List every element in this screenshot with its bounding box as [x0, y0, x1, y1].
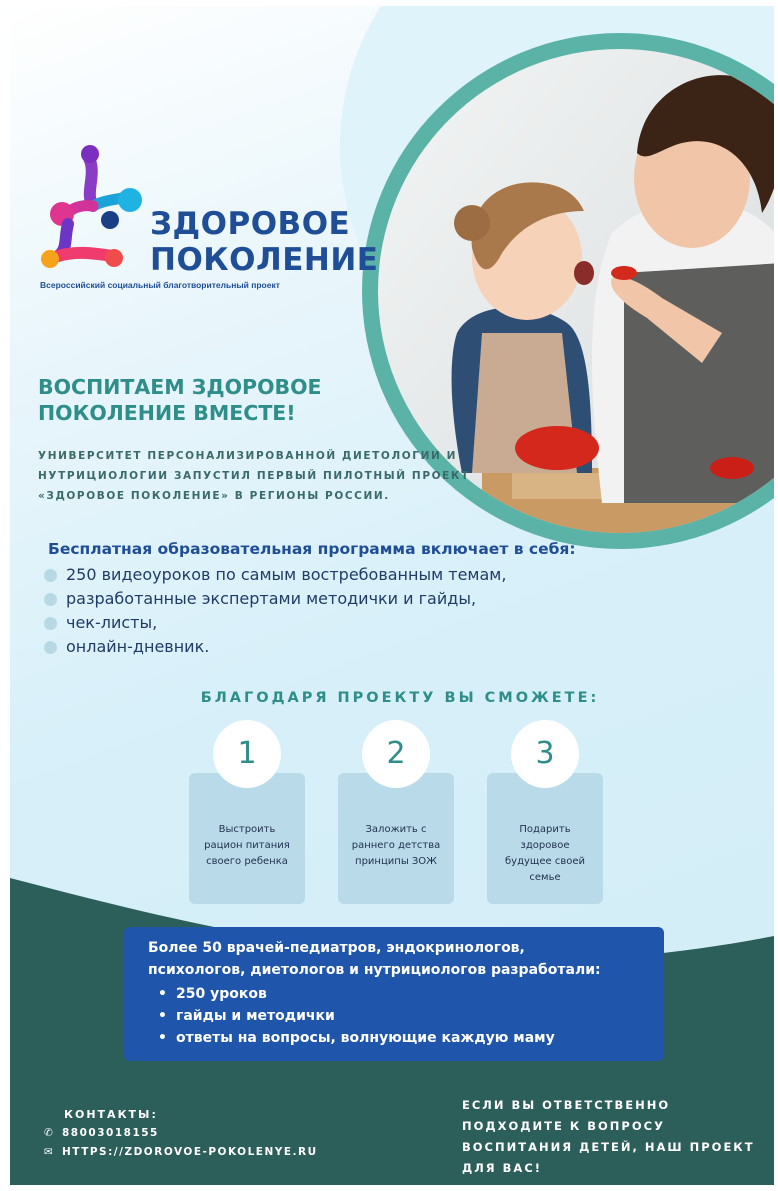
experts-intro [148, 937, 658, 981]
cta-line3: ВОСПИТАНИЯ ДЕТЕЙ, НАШ ПРОЕКТ [462, 1140, 755, 1154]
benefit-number-2: 2 [362, 720, 430, 788]
logo-icon [38, 144, 144, 270]
intro-line3: «ЗДОРОВОЕ ПОКОЛЕНИЕ» В РЕГИОНЫ РОССИИ. [38, 490, 390, 502]
list-item-text: 250 видеоуроков по самым востребованным темам, [66, 565, 507, 584]
benefit-text-line: будущее своей [505, 856, 585, 867]
logo-subtitle: Всероссийский социальный благотворительный проект [40, 280, 280, 290]
red-pepper [515, 426, 599, 470]
benefit-text-line: семье [529, 872, 561, 883]
benefit-text-line: Выстроить [218, 824, 276, 835]
benefit-text-1 [189, 822, 305, 870]
bullet-dot [44, 593, 57, 606]
contacts-title: КОНТАКТЫ: [64, 1108, 158, 1121]
girl-open-mouth [574, 261, 594, 285]
list-item [44, 587, 506, 611]
cta-line2: ПОДХОДИТЕ К ВОПРОСУ [462, 1119, 665, 1133]
list-item-text: разработанные экспертами методички и гайды, [66, 589, 477, 608]
benefit-text-3 [487, 822, 603, 886]
contact-site-row [44, 1146, 318, 1158]
intro-line1: УНИВЕРСИТЕТ ПЕРСОНАЛИЗИРОВАННОЙ ДИЕТОЛОГИИ И [38, 450, 457, 462]
headline [38, 374, 322, 426]
list-item: • ответы на вопросы, волнующие каждую маму [152, 1027, 555, 1049]
benefit-text-line: рацион питания [204, 840, 290, 851]
benefit-text-line: своего ребенка [206, 856, 288, 867]
poster [10, 6, 774, 1185]
logo-title [150, 206, 378, 278]
list-item: • гайды и методички [152, 1005, 555, 1027]
contact-site[interactable]: HTTPS://ZDOROVOE-POKOLENYE.RU [62, 1146, 318, 1158]
headline-line1: ВОСПИТАЕМ ЗДОРОВОЕ [38, 375, 322, 399]
contact-phone: 88003018155 [62, 1127, 159, 1139]
girl-hair-bun [454, 205, 490, 241]
benefit-text-line: Подарить [519, 824, 571, 835]
program-title: Бесплатная образовательная программа включает в себя: [48, 540, 576, 558]
bullet-dot [44, 569, 57, 582]
benefits-title: БЛАГОДАРЯ ПРОЕКТУ ВЫ СМОЖЕТЕ: [200, 690, 600, 706]
tomato-slice [611, 266, 637, 280]
benefit-number-1: 1 [213, 720, 281, 788]
list-item: • 250 уроков [152, 983, 555, 1005]
benefit-text-line: здоровое [520, 840, 570, 851]
phone-icon: ✆ [44, 1127, 55, 1139]
benefit-text-line: Заложить с [365, 824, 427, 835]
list-item [44, 563, 506, 587]
list-item [44, 635, 506, 659]
benefit-number-3: 3 [511, 720, 579, 788]
list-item-text: чек-листы, [66, 613, 158, 632]
intro-line2: НУТРИЦИОЛОГИИ ЗАПУСТИЛ ПЕРВЫЙ ПИЛОТНЫЙ ПРОЕКТ [38, 470, 470, 482]
mail-icon: ✉ [44, 1146, 55, 1158]
experts-box [124, 927, 664, 1061]
benefit-text-line: принципы ЗОЖ [355, 856, 437, 867]
experts-intro-line2: психологов, диетологов и нутрициологов разработали: [148, 962, 601, 978]
experts-intro-line1: Более 50 врачей-педиатров, эндокринологов, [148, 940, 525, 956]
cta-line4: ДЛЯ ВАС! [462, 1161, 543, 1175]
logo-title-line1: ЗДОРОВОЕ [150, 206, 351, 242]
logo-title-line2: ПОКОЛЕНИЕ [150, 242, 379, 278]
benefit-text-line: раннего детства [351, 840, 441, 851]
program-list [44, 563, 506, 659]
list-item [44, 611, 506, 635]
benefit-text-2 [338, 822, 454, 870]
intro-text [38, 446, 470, 506]
red-pepper-small [710, 457, 754, 479]
call-to-action [462, 1095, 772, 1179]
cta-line1: ЕСЛИ ВЫ ОТВЕТСТВЕННО [462, 1098, 671, 1112]
experts-list [152, 983, 555, 1049]
list-item-text: онлайн-дневник. [66, 637, 210, 656]
bullet-dot [44, 617, 57, 630]
bullet-dot [44, 641, 57, 654]
contact-phone-row [44, 1127, 159, 1139]
headline-line2: ПОКОЛЕНИЕ ВМЕСТЕ! [38, 401, 296, 425]
